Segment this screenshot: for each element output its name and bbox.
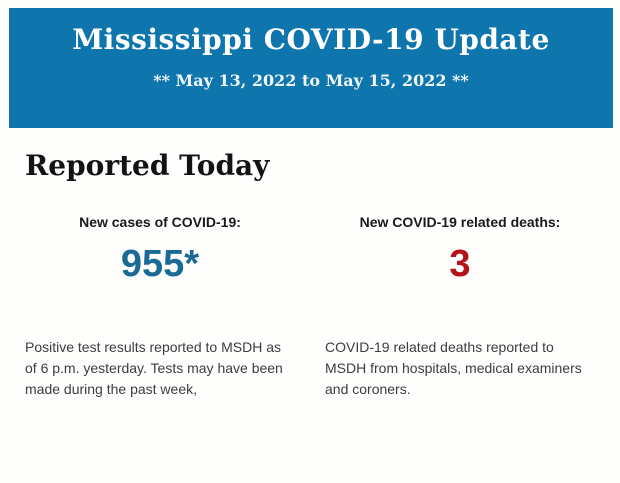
new-cases-label: New cases of COVID-19: [79, 214, 241, 230]
stat-new-cases [25, 214, 295, 400]
main-content [0, 128, 620, 400]
new-cases-description: Positive test results reported to MSDH as of 6 p.m. yesterday. Tests may have been made during the past week, [25, 339, 283, 397]
stat-new-deaths [325, 214, 595, 400]
new-deaths-value: 3 [449, 243, 471, 285]
stats-row [25, 214, 595, 400]
new-cases-value: 955* [120, 243, 200, 285]
section-title: Reported Today [25, 149, 270, 182]
new-deaths-label: New COVID-19 related deaths: [359, 214, 561, 230]
new-deaths-description: COVID-19 related deaths reported to MSDH from hospitals, medical examiners and coroners. [325, 339, 582, 397]
header-banner [9, 8, 613, 128]
page-title: Mississippi COVID-19 Update [72, 23, 550, 56]
date-range: ** May 13, 2022 to May 15, 2022 ** [153, 71, 469, 90]
